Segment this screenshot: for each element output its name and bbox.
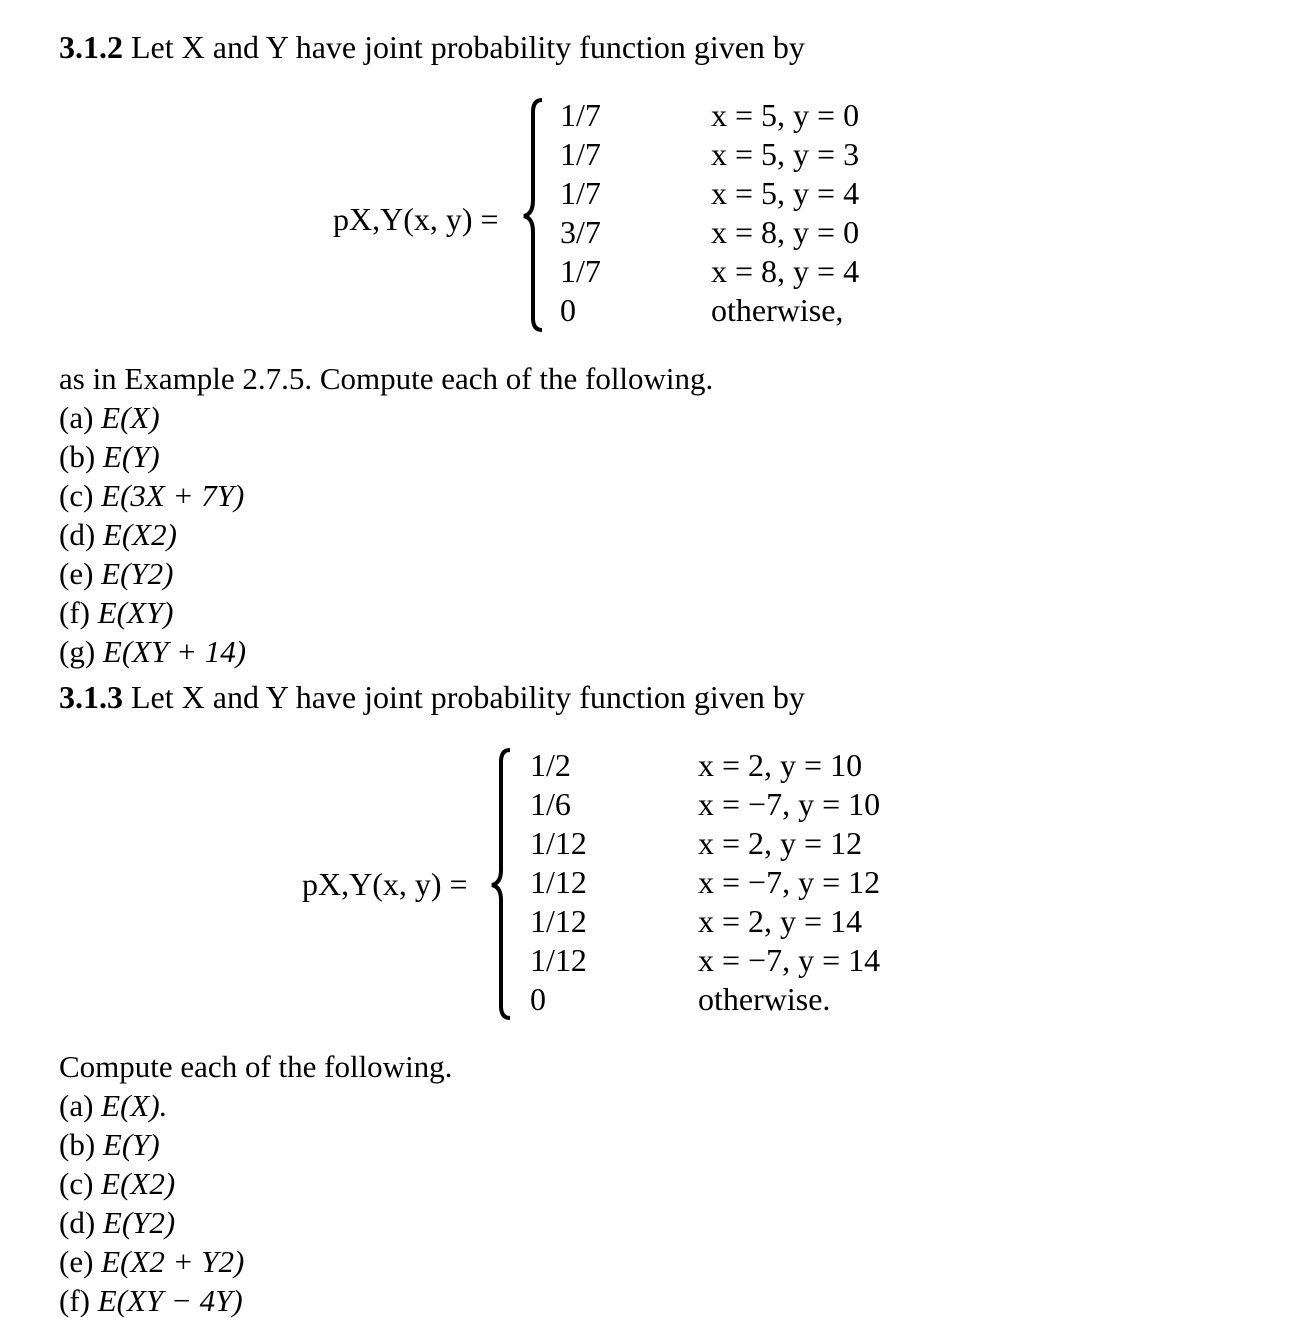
list-item: (d) E(Y2): [59, 1205, 176, 1240]
case-prob: 1/6: [530, 786, 571, 822]
case-prob: 1/7: [560, 175, 601, 211]
case-prob: 1/12: [530, 903, 587, 939]
case-condition: x = −7, y = 10: [698, 786, 881, 822]
case-condition: x = 2, y = 10: [698, 747, 863, 783]
problem-number: 3.1.3: [59, 679, 123, 715]
case-prob: 0: [530, 981, 546, 1017]
case-prob: 1/7: [560, 136, 601, 172]
list-item: (e) E(Y2): [59, 556, 174, 591]
case-prob: 1/2: [530, 747, 571, 783]
list-item: (b) E(Y): [59, 439, 160, 474]
case-prob: 3/7: [560, 214, 601, 250]
case-prob: 1/12: [530, 825, 587, 861]
case-condition: x = 8, y = 0: [711, 214, 860, 250]
case-condition: otherwise.: [698, 981, 831, 1017]
list-item: (f) E(XY − 4Y): [59, 1283, 243, 1318]
list-item: (g) E(XY + 14): [59, 634, 247, 669]
case-condition: x = 5, y = 4: [711, 175, 860, 211]
left-brace-icon: [488, 746, 518, 1024]
pmf-lhs: pX,Y(x, y) =: [333, 201, 499, 237]
case-condition: x = 5, y = 0: [711, 97, 860, 133]
problem-statement: Let X and Y have joint probability function given by: [131, 679, 805, 715]
list-item: (e) E(X2 + Y2): [59, 1244, 245, 1279]
problem-3-1-3-heading: [59, 681, 805, 713]
problem-followup: as in Example 2.7.5. Compute each of the following.: [59, 361, 714, 396]
problem-number: 3.1.2: [59, 29, 123, 65]
problem-followup: Compute each of the following.: [59, 1049, 453, 1084]
case-prob: 1/7: [560, 253, 601, 289]
list-item: (a) E(X).: [59, 1088, 168, 1123]
problem-3-1-2-heading: [59, 31, 805, 63]
list-item: (b) E(Y): [59, 1127, 160, 1162]
left-brace-icon: [520, 96, 550, 336]
case-condition: otherwise,: [711, 292, 844, 328]
case-prob: 1/12: [530, 864, 587, 900]
case-condition: x = 8, y = 4: [711, 253, 860, 289]
case-condition: x = 2, y = 14: [698, 903, 863, 939]
list-item: (c) E(3X + 7Y): [59, 478, 245, 513]
list-item: (f) E(XY): [59, 595, 174, 630]
list-item: (d) E(X2): [59, 517, 177, 552]
case-condition: x = −7, y = 14: [698, 942, 881, 978]
list-item: (a) E(X): [59, 400, 160, 435]
list-item: (c) E(X2): [59, 1166, 176, 1201]
problem-statement: Let X and Y have joint probability function given by: [131, 29, 805, 65]
case-prob: 0: [560, 292, 576, 328]
case-condition: x = 5, y = 3: [711, 136, 860, 172]
case-prob: 1/12: [530, 942, 587, 978]
pmf-lhs: pX,Y(x, y) =: [302, 866, 468, 902]
case-condition: x = 2, y = 12: [698, 825, 863, 861]
case-condition: x = −7, y = 12: [698, 864, 881, 900]
case-prob: 1/7: [560, 97, 601, 133]
